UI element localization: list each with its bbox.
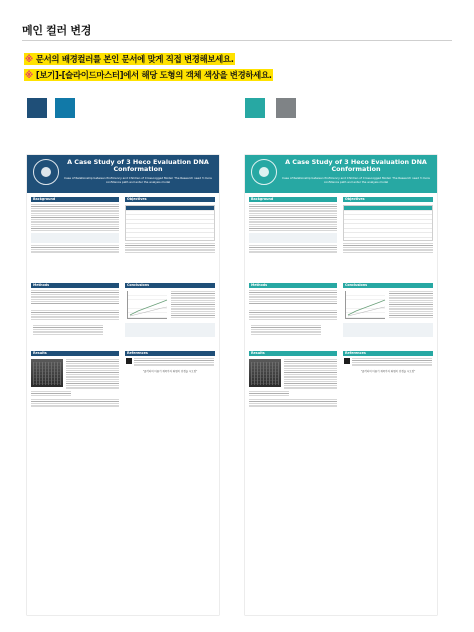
instruction-2 bbox=[22, 70, 275, 80]
table-header bbox=[344, 206, 432, 210]
bullet-list bbox=[284, 359, 337, 389]
section-conclusions: Conclusions bbox=[125, 283, 215, 288]
poster-header bbox=[27, 155, 219, 193]
color-swatch-teal[interactable] bbox=[245, 98, 265, 118]
paragraph bbox=[343, 243, 433, 253]
caption bbox=[249, 391, 289, 396]
closing-quote: "클릭하여 이름기 제목까지 회원이 인정을 시오됨" bbox=[360, 370, 416, 373]
data-table bbox=[343, 205, 433, 241]
bullet-list bbox=[251, 325, 321, 335]
note-box bbox=[249, 233, 337, 243]
section-methods: Methods bbox=[31, 283, 119, 288]
paragraph bbox=[31, 245, 119, 253]
section-references: References bbox=[125, 351, 215, 356]
note-box bbox=[343, 323, 433, 337]
instruction-text: 문서의 배경컬러를 본인 문서에 맞게 직접 변경해보세요. bbox=[35, 54, 234, 64]
bullet-list bbox=[66, 359, 119, 389]
note-box bbox=[125, 323, 215, 337]
title-divider bbox=[22, 40, 452, 41]
paragraph bbox=[31, 399, 119, 407]
paragraph bbox=[249, 290, 337, 304]
color-swatch-gray[interactable] bbox=[276, 98, 296, 118]
bullet-list bbox=[33, 325, 103, 335]
poster-title: A Case Study of 3 Heco Evaluation DNA Conformation bbox=[67, 158, 209, 174]
paragraph bbox=[31, 290, 119, 304]
paragraph bbox=[249, 204, 337, 231]
poster-header bbox=[245, 155, 437, 193]
poster-subtitle: Case of Relationship between Proficiency and Children of Cross-logged Model: The Research need 3 more confidence path and enter the analysis model bbox=[282, 176, 430, 184]
reference-mark: ※ bbox=[25, 54, 33, 64]
poster-subtitle: Case of Relationship between Proficiency and Children of Cross-logged Model: The Research need 3 more confidence path and enter the analysis model bbox=[64, 176, 212, 184]
poster-preview-teal bbox=[245, 155, 437, 615]
paragraph bbox=[31, 204, 119, 231]
section-objectives: Objectives bbox=[343, 197, 433, 202]
bullet-list bbox=[389, 291, 433, 319]
section-results: Results bbox=[31, 351, 119, 356]
paragraph bbox=[125, 243, 215, 253]
data-table bbox=[125, 205, 215, 241]
page-title: 메인 컬러 변경 bbox=[22, 24, 92, 37]
color-swatch-blue[interactable] bbox=[55, 98, 75, 118]
line-chart bbox=[127, 291, 167, 319]
paragraph bbox=[31, 310, 119, 320]
note-box bbox=[31, 233, 119, 243]
caption bbox=[31, 391, 71, 396]
university-seal-icon bbox=[251, 159, 277, 185]
section-methods: Methods bbox=[249, 283, 337, 288]
bullet-list bbox=[171, 291, 215, 319]
line-chart bbox=[345, 291, 385, 319]
section-references: References bbox=[343, 351, 433, 356]
paragraph bbox=[249, 245, 337, 253]
building-photo bbox=[249, 359, 281, 387]
reference-icon bbox=[126, 358, 132, 364]
instruction-1 bbox=[22, 54, 237, 64]
table-header bbox=[126, 206, 214, 210]
reference-text bbox=[352, 358, 432, 366]
section-background: Background bbox=[249, 197, 337, 202]
paragraph bbox=[249, 310, 337, 320]
reference-text bbox=[134, 358, 214, 366]
paragraph bbox=[249, 399, 337, 407]
university-seal-icon bbox=[33, 159, 59, 185]
section-objectives: Objectives bbox=[125, 197, 215, 202]
section-background: Background bbox=[31, 197, 119, 202]
poster-preview-blue bbox=[27, 155, 219, 615]
closing-quote: "클릭하여 이름기 제목까지 회원이 인정을 시오됨" bbox=[142, 370, 198, 373]
color-swatch-navy[interactable] bbox=[27, 98, 47, 118]
instruction-text: [보기]-[슬라이드마스터]에서 해당 도형의 객체 색상을 변경하세요. bbox=[35, 70, 272, 80]
reference-mark: ※ bbox=[25, 70, 33, 80]
reference-icon bbox=[344, 358, 350, 364]
section-conclusions: Conclusions bbox=[343, 283, 433, 288]
building-photo bbox=[31, 359, 63, 387]
poster-title: A Case Study of 3 Heco Evaluation DNA Conformation bbox=[285, 158, 427, 174]
section-results: Results bbox=[249, 351, 337, 356]
